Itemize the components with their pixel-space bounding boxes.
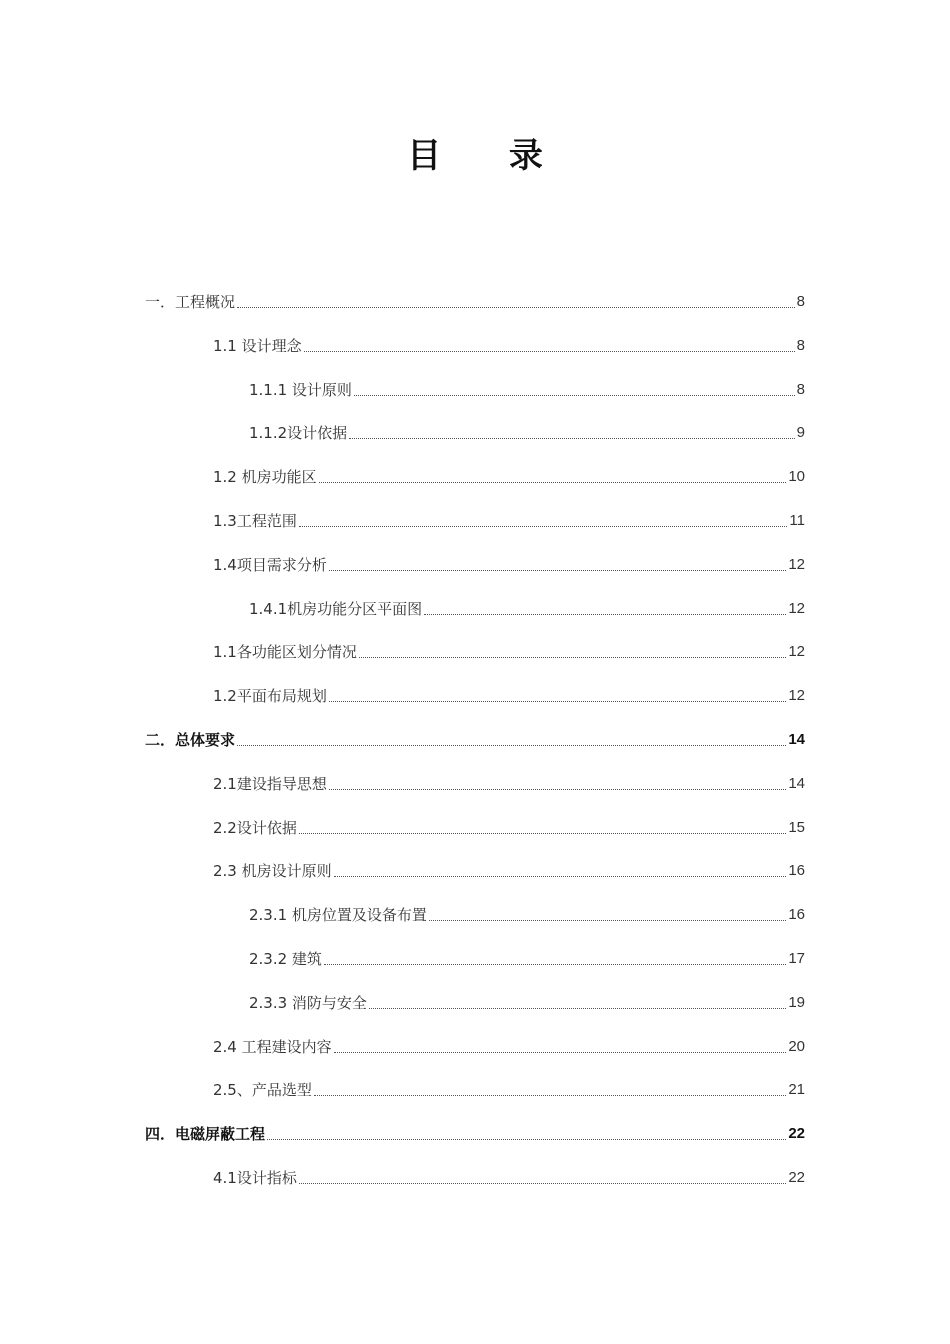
toc-entry-label: 4.1设计指标 — [213, 1169, 297, 1187]
toc-entry-page-number: 12 — [788, 687, 805, 705]
toc-entry-label: 2.1建设指导思想 — [213, 774, 327, 793]
dot-leader — [314, 1095, 786, 1096]
toc-entry[interactable] — [145, 1123, 805, 1145]
toc-entry-page-number: 22 — [788, 1169, 805, 1186]
toc-entry-label: 1.1.1 设计原则 — [249, 380, 352, 399]
toc-entry-page-number: 10 — [788, 468, 805, 486]
toc-entry-label: 1.1各功能区划分情况 — [213, 643, 357, 662]
toc-entry[interactable] — [249, 948, 805, 970]
toc-entry-page-number: 17 — [788, 950, 805, 967]
toc-entry[interactable] — [249, 598, 805, 620]
toc-entry-label: 一．工程概况 — [145, 293, 236, 311]
dot-leader — [319, 482, 787, 483]
toc-entry-page-number: 12 — [788, 643, 805, 661]
toc-entry[interactable] — [249, 379, 805, 401]
toc-entry-page-number: 8 — [796, 380, 805, 398]
toc-entry[interactable] — [249, 904, 805, 926]
toc-entry[interactable] — [213, 1036, 805, 1058]
dot-leader — [299, 833, 786, 834]
toc-entry-page-number: 12 — [788, 555, 805, 573]
toc-entry[interactable] — [145, 291, 805, 313]
toc-entry-label: 2.3.2 建筑 — [249, 950, 322, 968]
dot-leader — [424, 614, 786, 615]
dot-leader — [329, 701, 786, 702]
dot-leader — [237, 307, 795, 308]
dot-leader — [354, 395, 795, 396]
dot-leader — [349, 438, 794, 439]
toc-entry[interactable] — [213, 1079, 805, 1101]
toc-entry-label: 1.1.2设计依据 — [249, 424, 348, 443]
toc-entry-page-number: 21 — [788, 1081, 805, 1099]
toc-entry-page-number: 9 — [796, 424, 805, 442]
toc-entry-label: 四．电磁屏蔽工程 — [145, 1125, 266, 1144]
dot-leader — [359, 657, 786, 658]
dot-leader — [304, 351, 795, 352]
toc-entry-label: 2.4 工程建设内容 — [213, 1037, 332, 1056]
toc-entry-page-number: 20 — [788, 1037, 805, 1055]
dot-leader — [299, 526, 788, 527]
dot-leader — [329, 570, 786, 571]
toc-entry-label: 1.2平面布局规划 — [213, 687, 327, 706]
toc-entry-page-number: 14 — [788, 774, 805, 792]
toc-entry[interactable] — [249, 422, 805, 444]
dot-leader — [334, 876, 787, 877]
dot-leader — [329, 789, 786, 790]
toc-entry-label: 2.3.1 机房位置及设备布置 — [249, 906, 427, 925]
toc-entry-page-number: 8 — [796, 336, 805, 354]
toc-entry-label: 2.3 机房设计原则 — [213, 862, 332, 881]
toc-entry-page-number: 14 — [788, 731, 805, 748]
dot-leader — [369, 1008, 786, 1009]
toc-entry-page-number: 12 — [788, 599, 805, 617]
toc-entry[interactable] — [213, 554, 805, 576]
toc-entry[interactable] — [213, 466, 805, 488]
toc-entry[interactable] — [249, 992, 805, 1014]
toc-entry-page-number: 16 — [788, 862, 805, 880]
toc-entry[interactable] — [213, 510, 805, 532]
toc-entry-label: 二．总体要求 — [145, 731, 236, 749]
toc-entry-label: 1.1 设计理念 — [213, 336, 302, 355]
toc-entry[interactable] — [213, 685, 805, 707]
toc-entry[interactable] — [213, 860, 805, 882]
toc-entry-page-number: 11 — [789, 512, 805, 529]
dot-leader — [299, 1183, 786, 1184]
toc-entry-label: 2.5、产品选型 — [213, 1081, 312, 1100]
toc-entry-page-number: 19 — [788, 993, 805, 1011]
toc-entry-label: 1.4项目需求分析 — [213, 555, 327, 574]
toc-entry[interactable] — [213, 1167, 805, 1189]
toc-entry-page-number: 15 — [788, 818, 805, 836]
toc-entry[interactable] — [213, 641, 805, 663]
dot-leader — [324, 964, 786, 965]
toc-entry[interactable] — [213, 817, 805, 839]
toc-entry-page-number: 8 — [796, 293, 805, 310]
dot-leader — [334, 1052, 787, 1053]
toc-entry[interactable] — [145, 729, 805, 751]
toc-entry[interactable] — [213, 335, 805, 357]
dot-leader — [237, 745, 786, 746]
toc-entry-page-number: 16 — [788, 906, 805, 924]
toc-entry-label: 1.2 机房功能区 — [213, 468, 317, 487]
toc-entry[interactable] — [213, 773, 805, 795]
toc-entry-label: 1.3工程范围 — [213, 512, 297, 530]
toc-entry-label: 1.4.1机房功能分区平面图 — [249, 599, 423, 618]
toc-entry-label: 2.2设计依据 — [213, 818, 297, 837]
toc-title: 目 录 — [407, 136, 571, 176]
toc-entry-page-number: 22 — [788, 1125, 805, 1143]
toc-entry-label: 2.3.3 消防与安全 — [249, 993, 367, 1012]
dot-leader — [429, 920, 786, 921]
dot-leader — [267, 1139, 786, 1140]
